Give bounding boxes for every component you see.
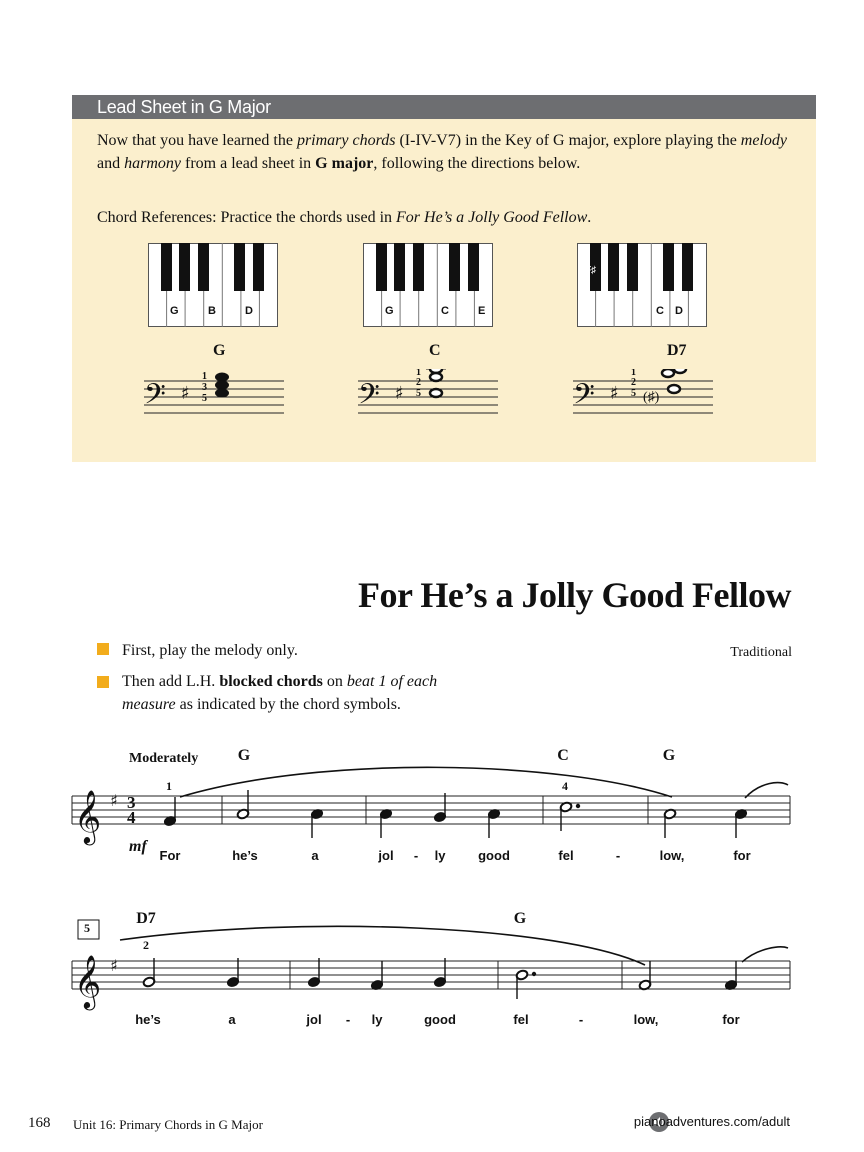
intro-text: Now that you have learned the — [97, 132, 297, 149]
dynamic-marking: mf — [129, 838, 147, 855]
lyric: a — [311, 848, 319, 863]
svg-text:3: 3 — [202, 382, 207, 393]
ref-text: . — [587, 209, 592, 226]
step-text: as indicated by the chord symbols. — [175, 696, 401, 713]
chord-name-c: C — [429, 342, 441, 359]
lyric: good — [478, 848, 510, 863]
svg-text:1: 1 — [631, 369, 636, 378]
ref-song-title: For He’s a Jolly Good Fellow — [396, 209, 588, 226]
svg-text:♯: ♯ — [110, 956, 118, 975]
svg-text:𝄢: 𝄢 — [573, 378, 595, 418]
svg-text:2: 2 — [416, 377, 421, 388]
key-label: E — [478, 305, 486, 317]
step-text: Then add L.H. — [122, 673, 220, 690]
chord-symbol: D7 — [136, 910, 156, 927]
lyric: low, — [659, 848, 685, 863]
chord-symbol: G — [662, 747, 676, 764]
svg-text:1: 1 — [202, 371, 207, 382]
fingering: 2 — [143, 938, 149, 952]
composer-credit: Traditional — [730, 645, 792, 660]
lyric: fel — [513, 1012, 529, 1027]
lyric: jol — [306, 1012, 322, 1027]
chord-symbol: C — [557, 747, 569, 764]
lyric: jol — [378, 848, 394, 863]
intro-text: and — [97, 155, 125, 172]
svg-text:♯: ♯ — [395, 383, 404, 404]
key-label: D — [245, 305, 253, 317]
intro-em: melody — [740, 132, 787, 149]
lyric: low, — [633, 1012, 659, 1027]
svg-text:𝄢: 𝄢 — [358, 378, 380, 418]
intro-text: (I-IV-V7) in the Key of G major, explore playing the — [395, 132, 741, 149]
measure-number: 5 — [84, 921, 90, 935]
svg-text:4: 4 — [127, 808, 136, 827]
chord-symbol: G — [513, 910, 527, 927]
step-bold: blocked chords — [219, 673, 323, 690]
key-label: D — [675, 305, 683, 317]
lyric: - — [413, 848, 419, 863]
ref-text: Chord References: Practice the chords used in — [97, 209, 397, 226]
chord-name-d7: D7 — [667, 342, 687, 359]
lyric: he’s — [232, 848, 258, 863]
lyric: a — [228, 1012, 236, 1027]
intro-em: harmony — [124, 155, 181, 172]
key-label: C — [441, 305, 449, 317]
lyric: - — [578, 1012, 584, 1027]
lyric: For — [159, 848, 181, 863]
svg-text:5: 5 — [416, 388, 421, 399]
fingering: 1 — [166, 779, 172, 793]
step-text: on — [322, 673, 347, 690]
fingering: 4 — [562, 779, 568, 793]
key-label: G — [170, 305, 179, 317]
chord-name-g: G — [213, 342, 226, 359]
intro-text: , following the directions below. — [373, 155, 581, 172]
svg-text:♯: ♯ — [181, 383, 190, 404]
intro-bold: G major — [315, 155, 374, 172]
page-number: 168 — [28, 1115, 51, 1131]
lyric: fel — [558, 848, 574, 863]
intro-text: from a lead sheet in — [181, 155, 316, 172]
svg-text:𝄞: 𝄞 — [74, 789, 102, 843]
svg-text:𝄢: 𝄢 — [144, 378, 166, 418]
key-label: B — [208, 305, 216, 317]
svg-text:♯: ♯ — [610, 383, 619, 404]
key-label-black: F♯ — [585, 265, 597, 276]
lyric: for — [733, 848, 751, 863]
lyric: - — [615, 848, 621, 863]
key-label: G — [385, 305, 394, 317]
svg-text:𝄞: 𝄞 — [74, 954, 102, 1008]
lyric: ly — [434, 848, 446, 863]
lyric: for — [722, 1012, 740, 1027]
svg-text:2: 2 — [631, 377, 636, 388]
section-title: Lead Sheet in G Major — [97, 97, 271, 117]
svg-text:5: 5 — [202, 393, 207, 404]
svg-text:♯: ♯ — [110, 791, 118, 810]
svg-text:5: 5 — [631, 388, 636, 399]
step-1-text: First, play the melody only. — [122, 642, 298, 659]
svg-text:3: 3 — [127, 793, 136, 812]
step-italic: beat 1 of each measure — [122, 673, 438, 713]
lyric: - — [345, 1012, 351, 1027]
chord-symbol: G — [237, 747, 251, 764]
svg-text:(♯): (♯) — [643, 390, 660, 405]
key-label: C — [656, 305, 664, 317]
website-link[interactable]: pianoadventures.com/adult — [633, 1114, 790, 1129]
lyric: he’s — [135, 1012, 161, 1027]
lyric: ly — [371, 1012, 383, 1027]
unit-label: Unit 16: Primary Chords in G Major — [73, 1117, 263, 1132]
tempo-marking: Moderately — [129, 751, 199, 766]
lyric: good — [424, 1012, 456, 1027]
song-title: For He’s a Jolly Good Fellow — [358, 575, 791, 615]
intro-em: primary chords — [296, 132, 396, 149]
svg-text:1: 1 — [416, 369, 421, 378]
